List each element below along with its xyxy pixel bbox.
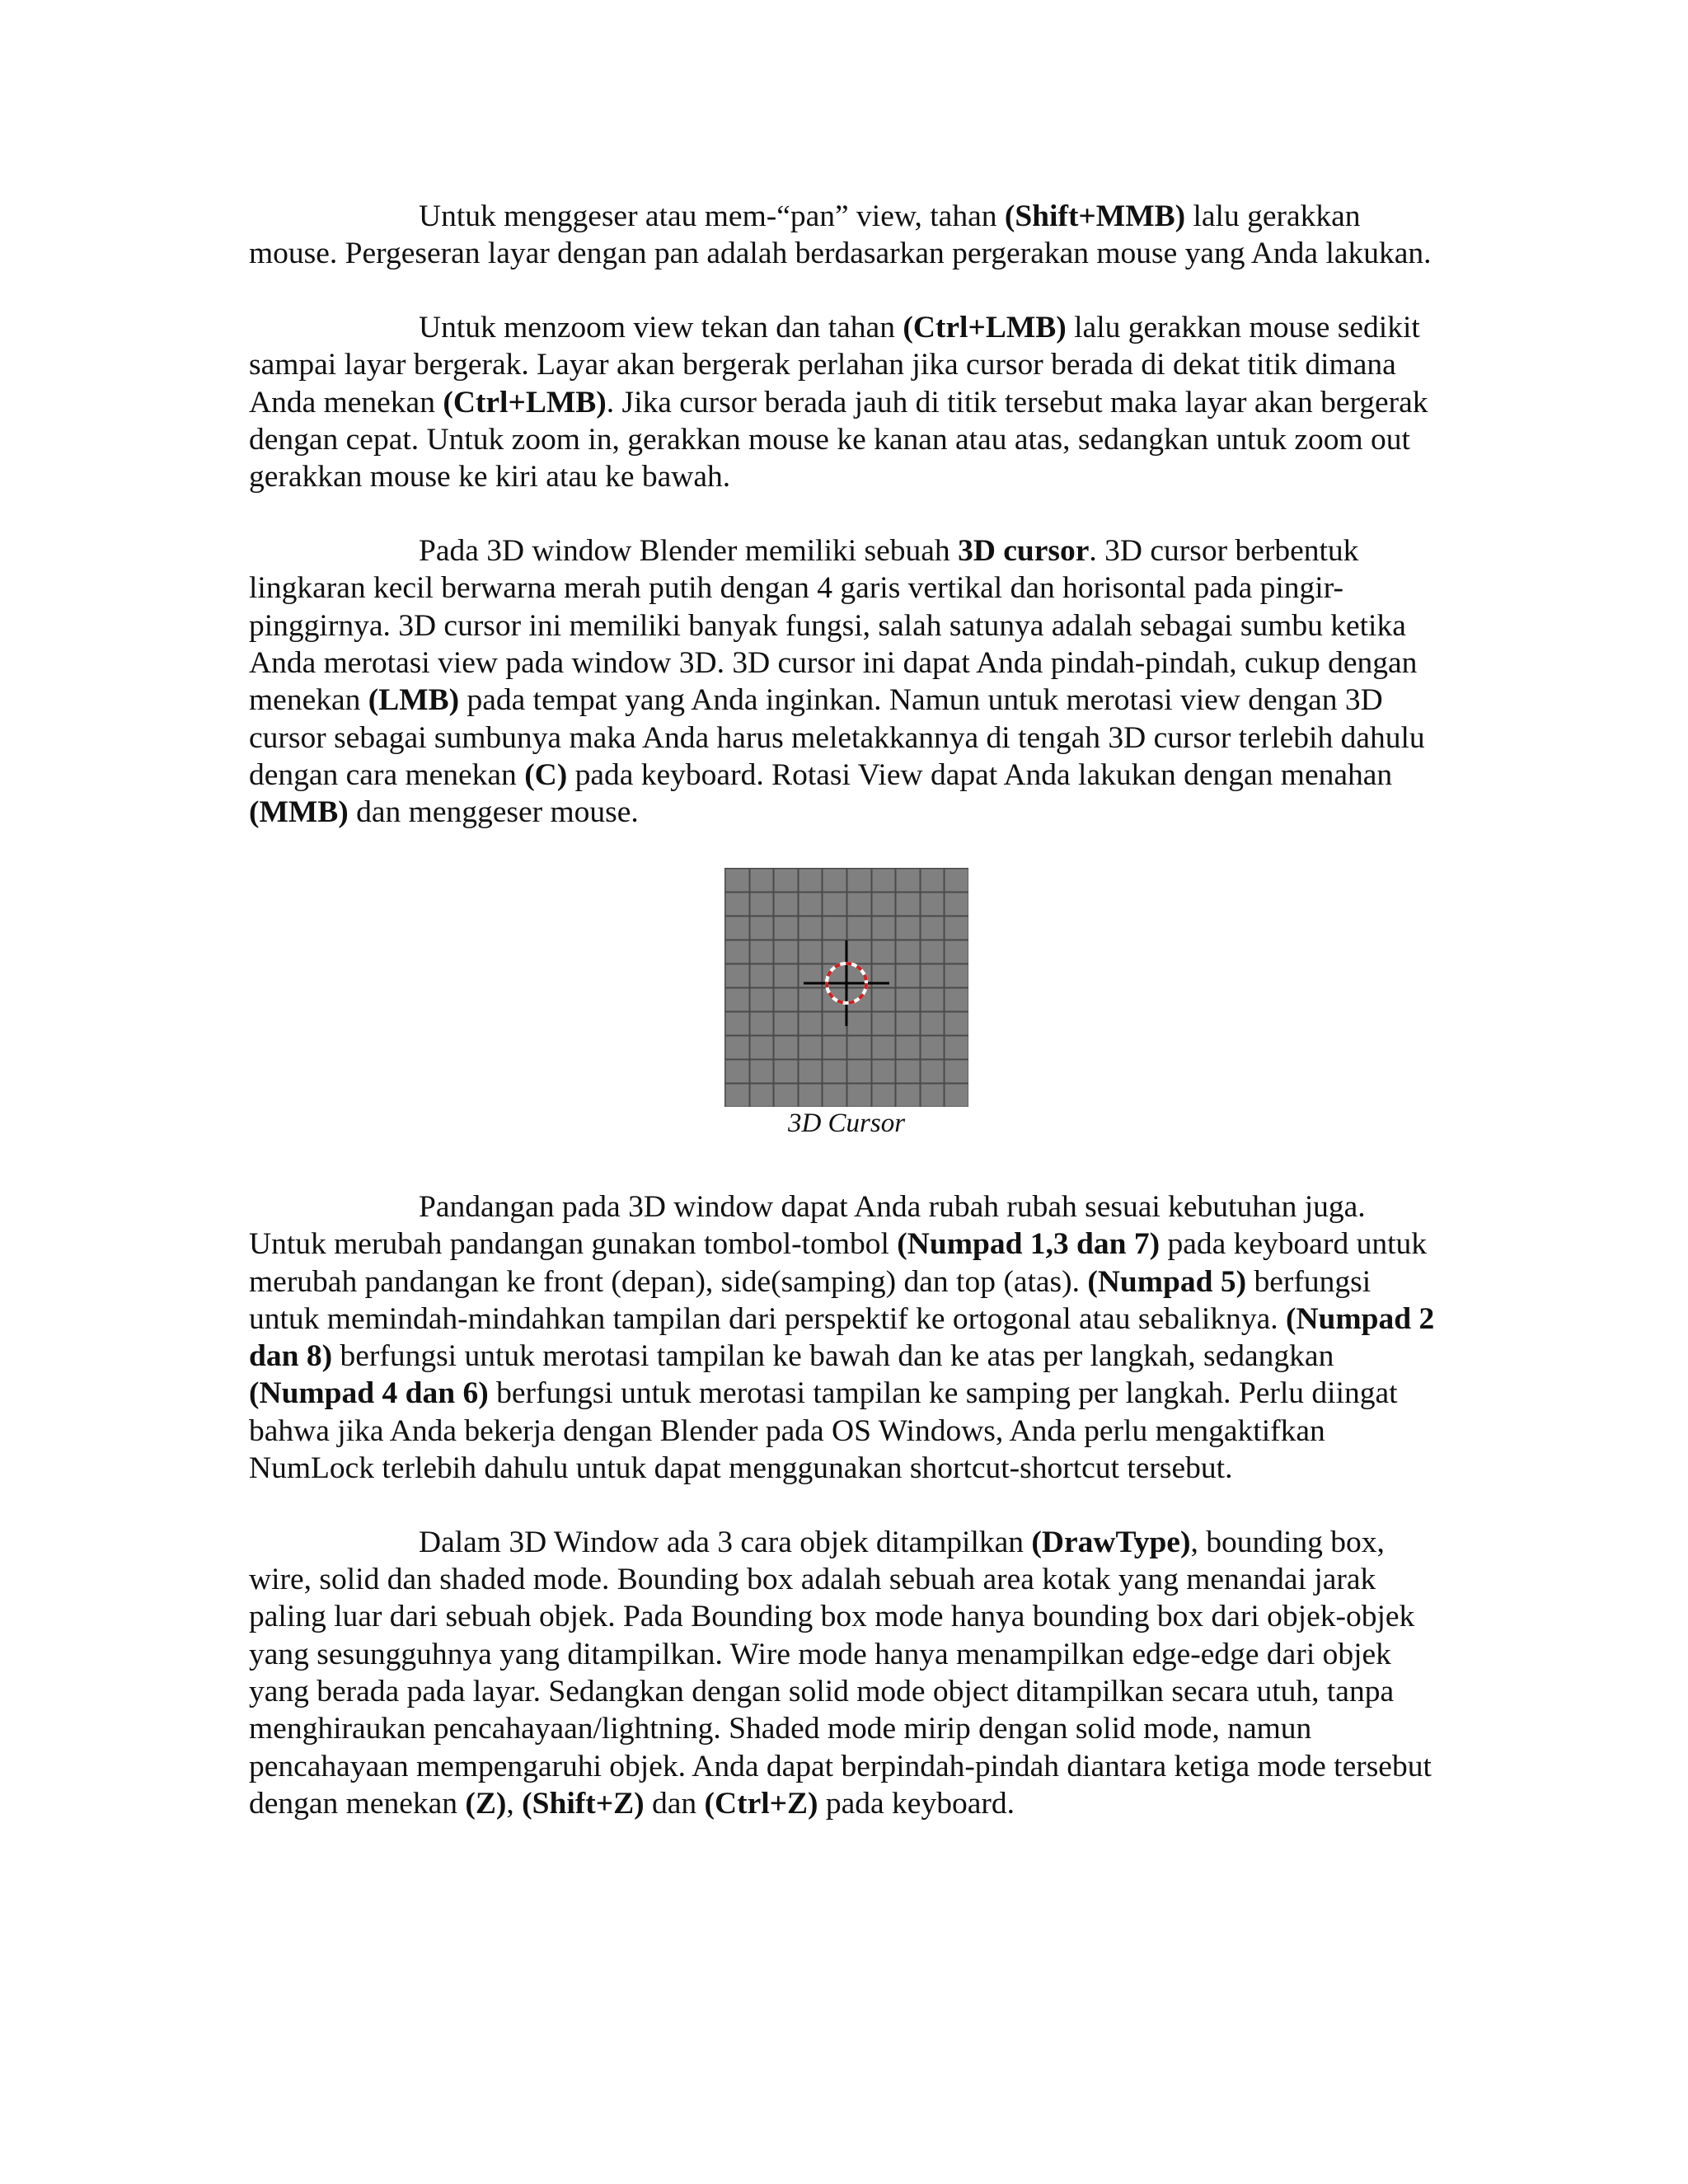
- text-run: . Jika cursor berada jauh di titik tersebut maka layar akan bergerak dengan cepat. Untuk zoom in, gerakkan mouse ke kanan atau atas, sedangkan untuk zoom out gerakkan mouse ke kiri atau ke bawah.: [249, 385, 1428, 494]
- bold-text: (MMB): [249, 795, 349, 830]
- text-run: pada keyboard.: [818, 1786, 1015, 1821]
- text-run: berfungsi untuk memindah-mindahkan tampilan dari perspektif ke ortogonal atau sebaliknya.: [249, 1264, 1372, 1336]
- text-run: Dalam 3D Window ada 3 cara objek ditampilkan: [419, 1525, 1032, 1559]
- bold-text: (Z): [465, 1786, 507, 1821]
- text-run: Untuk menzoom view tekan dan tahan: [419, 311, 903, 345]
- bold-text: (Ctrl+LMB): [443, 385, 607, 419]
- text-run: berfungsi untuk merotasi tampilan ke samping per langkah. Perlu diingat bahwa jika Anda bekerja dengan Blender pada OS Windows, Anda perlu mengaktifkan NumLock terlebih dahulu untuk dapat menggunakan shortcut-shortcut tersebut.: [249, 1376, 1398, 1486]
- bold-text: (Ctrl+Z): [704, 1786, 818, 1821]
- figure-3d-cursor: [249, 868, 1444, 1140]
- text-run: dan menggeser mouse.: [348, 795, 639, 830]
- cursor-image: [724, 868, 968, 1107]
- text-run: ,: [506, 1786, 523, 1821]
- text-run: Pandangan pada 3D window dapat Anda rubah rubah sesuai kebutuhan juga. Untuk merubah pandangan gunakan tombol-tombol: [249, 1189, 1366, 1262]
- paragraph: [249, 309, 1444, 495]
- text-run: pada tempat yang Anda inginkan. Namun untuk merotasi view dengan 3D cursor sebagai sumbunya maka Anda harus meletakkannya di tengah 3D cursor terlebih dahulu dengan cara menekan: [249, 683, 1425, 792]
- bold-text: (Shift+Z): [522, 1786, 645, 1821]
- text-run: . 3D cursor berbentuk lingkaran kecil berwarna merah putih dengan 4 garis vertikal dan horisontal pada pingir-pinggirnya. 3D cursor ini memiliki banyak fungsi, salah satunya adalah sebagai sumbu ketika Anda merotasi view pada window 3D. 3D cursor ini dapat Anda pindah-pindah, cukup dengan menekan: [249, 534, 1418, 718]
- text-run: lalu gerakkan mouse sedikit sampai layar bergerak. Layar akan bergerak perlahan jika cursor berada di dekat titik dimana Anda menekan: [249, 311, 1420, 419]
- text-run: lalu gerakkan mouse. Pergeseran layar dengan pan adalah berdasarkan pergerakan mouse yang Anda lakukan.: [249, 199, 1432, 271]
- bold-text: (Shift+MMB): [1004, 199, 1186, 233]
- text-run: Pada 3D window Blender memiliki sebuah: [419, 534, 959, 569]
- document-page: [249, 198, 1444, 1859]
- bold-text: (Numpad 4 dan 6): [249, 1376, 489, 1411]
- bold-text: (LMB): [368, 683, 460, 718]
- text-run: pada keyboard untuk merubah pandangan ke front (depan), side(samping) dan top (atas).: [249, 1227, 1427, 1299]
- text-run: pada keyboard. Rotasi View dapat Anda lakukan dengan menahan: [567, 757, 1393, 792]
- paragraph: [249, 1188, 1444, 1487]
- text-run: Untuk menggeser atau mem-“pan” view, tahan: [419, 199, 1005, 233]
- bold-text: (Numpad 1,3 dan 7): [897, 1227, 1160, 1262]
- bold-text: 3D cursor: [958, 534, 1090, 569]
- paragraphs-before-figure: [249, 198, 1444, 831]
- paragraph: [249, 532, 1444, 831]
- paragraph: [249, 1524, 1444, 1822]
- text-run: , bounding box, wire, solid dan shaded mode. Bounding box adalah sebuah area kotak yang menandai jarak paling luar dari sebuah objek. Pada Bounding box mode hanya bounding box dari objek-objek yang sesungguhnya yang ditampilkan. Wire mode hanya menampilkan edge-edge dari objek yang berada pada layar. Sedangkan dengan solid mode object ditampilkan secara utuh, tanpa menghiraukan pencahayaan/lightning. Shaded mode mirip dengan solid mode, namun pencahayaan mempengaruhi objek. Anda dapat berpindah-pindah diantara ketiga mode tersebut dengan menekan: [249, 1525, 1432, 1821]
- text-run: berfungsi untuk merotasi tampilan ke bawah dan ke atas per langkah, sedangkan: [332, 1339, 1334, 1374]
- bold-text: (Numpad 2 dan 8): [249, 1301, 1435, 1374]
- paragraphs-after-figure: [249, 1188, 1444, 1822]
- bold-text: (C): [524, 757, 568, 792]
- bold-text: (DrawType): [1031, 1525, 1191, 1559]
- figure-caption: 3D Cursor: [787, 1108, 906, 1138]
- text-run: dan: [644, 1786, 705, 1821]
- paragraph: [249, 198, 1444, 273]
- bold-text: (Numpad 5): [1087, 1264, 1247, 1299]
- bold-text: (Ctrl+LMB): [903, 311, 1067, 345]
